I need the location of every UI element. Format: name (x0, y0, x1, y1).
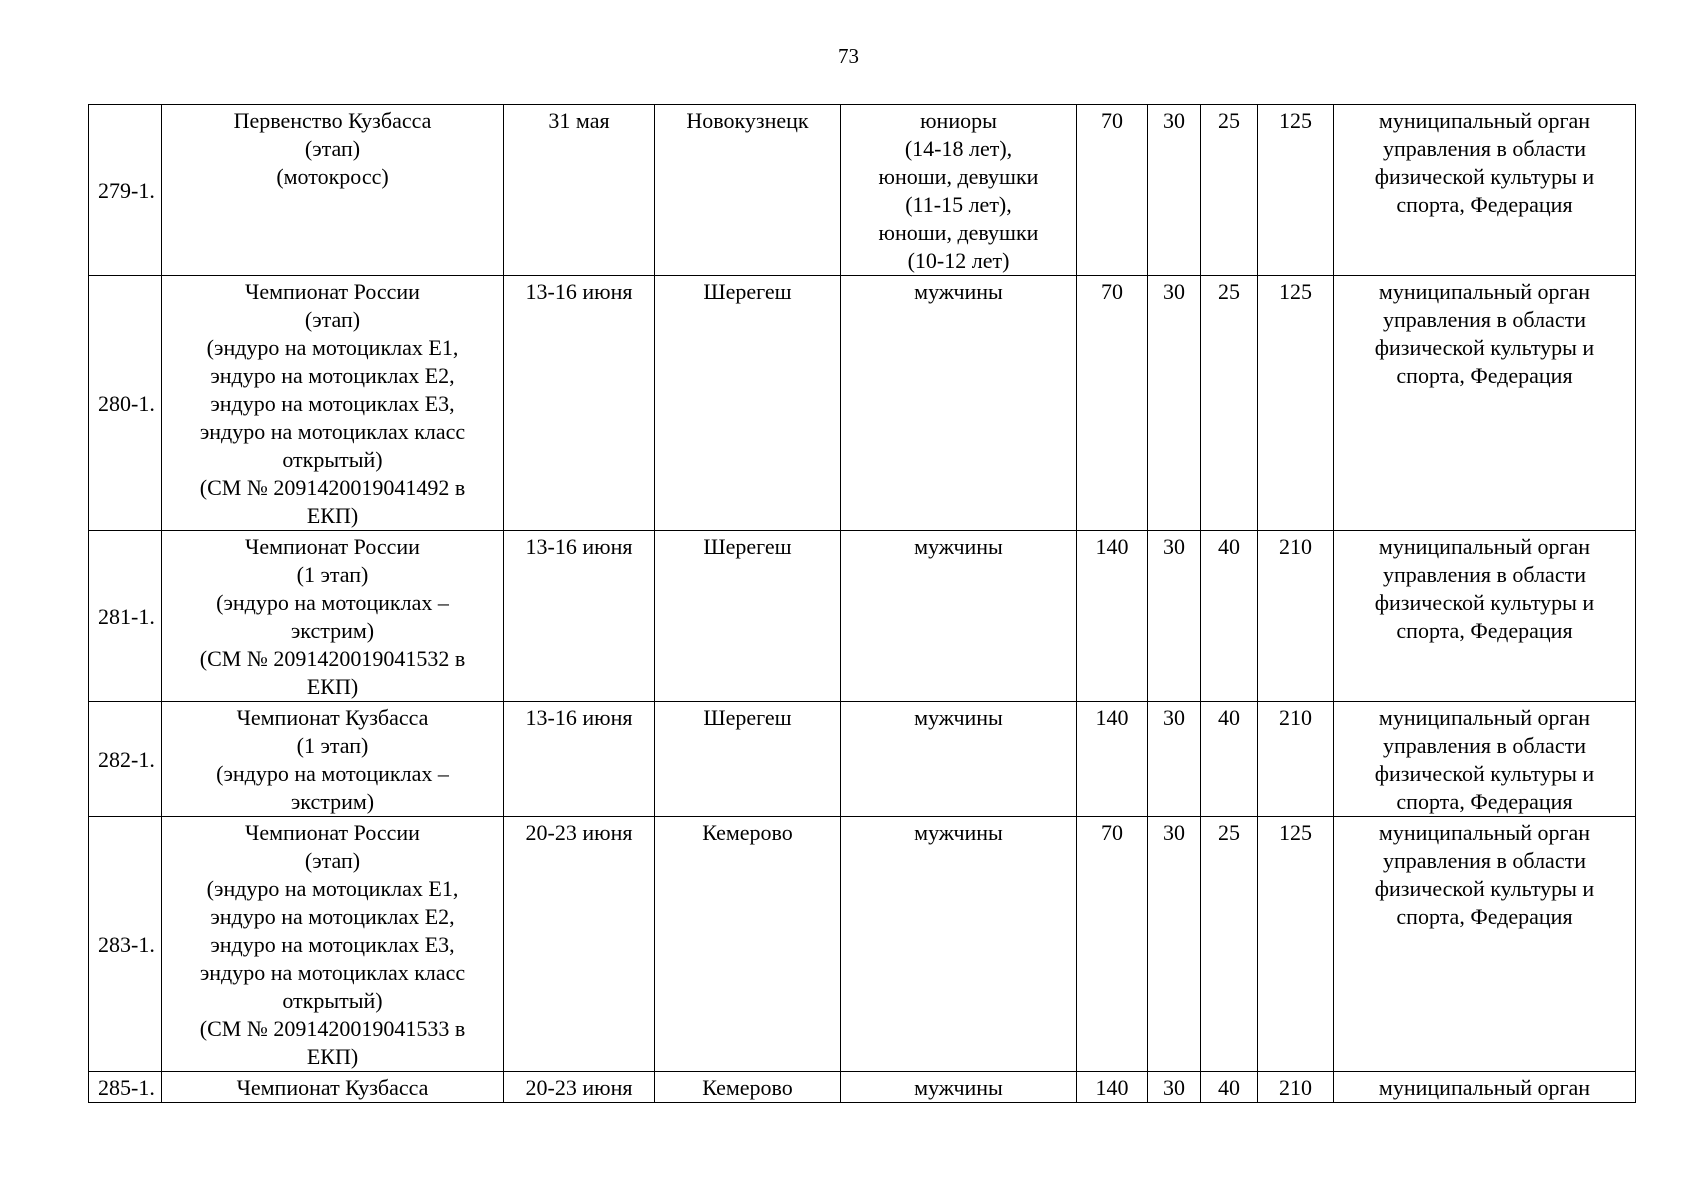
event-line: эндуро на мотоциклах класс (199, 419, 466, 444)
event-line: ЕКП) (306, 1044, 359, 1069)
event-place-cell: Шерегеш (655, 531, 841, 702)
event-date-cell: 13-16 июня (504, 276, 655, 531)
table-body (89, 105, 1636, 1103)
event-line: (эндуро на мотоциклах Е1, (206, 876, 459, 901)
participants-line: юноши, девушки (878, 164, 1039, 189)
count-cell-n3: 25 (1201, 105, 1258, 276)
event-line: (этап) (304, 136, 361, 161)
participants-line: (11-15 лет), (905, 192, 1012, 217)
event-line: Чемпионат Кузбасса (236, 705, 429, 730)
count-cell-n2: 30 (1148, 702, 1201, 817)
event-line: ЕКП) (306, 503, 359, 528)
event-line: открытый) (282, 447, 383, 472)
organizer-line: муниципальный орган (1378, 279, 1591, 304)
event-line: Чемпионат Кузбасса (236, 1075, 429, 1100)
organizer-cell (1334, 105, 1636, 276)
event-name-cell (162, 276, 504, 531)
event-line: (СМ № 2091420019041532 в (199, 646, 466, 671)
count-cell-n3: 25 (1201, 817, 1258, 1072)
event-name-cell (162, 531, 504, 702)
event-name-cell (162, 1072, 504, 1103)
organizer-line: спорта, Федерация (1396, 789, 1573, 814)
event-line: (этап) (304, 307, 361, 332)
count-cell-n1: 140 (1077, 702, 1148, 817)
participants-line: юноши, девушки (878, 220, 1039, 245)
event-line: (1 этап) (296, 733, 369, 758)
count-cell-n4: 125 (1258, 276, 1334, 531)
event-name-cell (162, 105, 504, 276)
organizer-cell (1334, 702, 1636, 817)
organizer-line: муниципальный орган (1378, 534, 1591, 559)
event-line: эндуро на мотоциклах класс (199, 960, 466, 985)
organizer-line: муниципальный орган (1378, 1075, 1591, 1100)
event-line: эндуро на мотоциклах Е3, (210, 932, 455, 957)
event-line: (эндуро на мотоциклах – (216, 590, 449, 615)
count-cell-n1: 140 (1077, 531, 1148, 702)
participants-cell (841, 1072, 1077, 1103)
event-line: ЕКП) (306, 674, 359, 699)
count-cell-n4: 125 (1258, 105, 1334, 276)
event-line: (СМ № 2091420019041533 в (199, 1016, 466, 1041)
event-line: (1 этап) (296, 562, 369, 587)
participants-line: мужчины (914, 534, 1003, 559)
count-cell-n2: 30 (1148, 817, 1201, 1072)
count-cell-n2: 30 (1148, 105, 1201, 276)
participants-line: (14-18 лет), (904, 136, 1013, 161)
event-line: эндуро на мотоциклах Е2, (210, 363, 455, 388)
organizer-line: муниципальный орган (1378, 705, 1591, 730)
organizer-cell (1334, 531, 1636, 702)
event-line: (этап) (304, 848, 361, 873)
count-cell-n1: 70 (1077, 105, 1148, 276)
participants-cell (841, 702, 1077, 817)
event-line: экстрим) (290, 789, 375, 814)
table-row (89, 702, 1636, 817)
event-date-cell: 20-23 июня (504, 817, 655, 1072)
count-cell-n2: 30 (1148, 531, 1201, 702)
event-line: Чемпионат России (245, 534, 420, 559)
event-line: Первенство Кузбасса (233, 108, 432, 133)
event-date-cell: 31 мая (504, 105, 655, 276)
row-number-cell: 282-1. (89, 702, 162, 817)
organizer-line: управления в области (1383, 733, 1586, 758)
organizer-cell (1334, 1072, 1636, 1103)
event-line: эндуро на мотоциклах Е2, (210, 904, 455, 929)
participants-cell (841, 276, 1077, 531)
count-cell-n1: 140 (1077, 1072, 1148, 1103)
participants-cell (841, 817, 1077, 1072)
count-cell-n3: 25 (1201, 276, 1258, 531)
organizer-cell (1334, 817, 1636, 1072)
event-line: открытый) (282, 988, 383, 1013)
event-name-cell (162, 702, 504, 817)
organizer-line: физической культуры и (1374, 335, 1595, 360)
row-number-cell: 285-1. (89, 1072, 162, 1103)
organizer-line: спорта, Федерация (1396, 904, 1573, 929)
table-row (89, 1072, 1636, 1103)
count-cell-n3: 40 (1201, 531, 1258, 702)
participants-line: (10-12 лет) (907, 248, 1010, 273)
organizer-line: физической культуры и (1374, 876, 1595, 901)
count-cell-n2: 30 (1148, 1072, 1201, 1103)
row-number-cell: 283-1. (89, 817, 162, 1072)
participants-line: юниоры (920, 108, 997, 133)
table-row (89, 531, 1636, 702)
organizer-line: спорта, Федерация (1396, 192, 1573, 217)
event-date-cell: 13-16 июня (504, 531, 655, 702)
participants-line: мужчины (914, 279, 1003, 304)
organizer-line: спорта, Федерация (1396, 363, 1573, 388)
count-cell-n1: 70 (1077, 817, 1148, 1072)
event-place-cell: Шерегеш (655, 702, 841, 817)
participants-cell (841, 531, 1077, 702)
event-line: экстрим) (290, 618, 375, 643)
count-cell-n4: 210 (1258, 1072, 1334, 1103)
organizer-line: управления в области (1383, 307, 1586, 332)
organizer-line: физической культуры и (1374, 590, 1595, 615)
event-place-cell: Кемерово (655, 1072, 841, 1103)
page-number: 73 (838, 44, 859, 68)
table-row (89, 276, 1636, 531)
event-line: (эндуро на мотоциклах Е1, (206, 335, 459, 360)
event-name-cell (162, 817, 504, 1072)
count-cell-n3: 40 (1201, 1072, 1258, 1103)
count-cell-n4: 125 (1258, 817, 1334, 1072)
participants-line: мужчины (914, 705, 1003, 730)
organizer-line: управления в области (1383, 562, 1586, 587)
event-place-cell: Кемерово (655, 817, 841, 1072)
row-number-cell: 279-1. (89, 105, 162, 276)
organizer-line: спорта, Федерация (1396, 618, 1573, 643)
events-table (88, 104, 1636, 1103)
organizer-cell (1334, 276, 1636, 531)
event-line: (СМ № 2091420019041492 в (199, 475, 466, 500)
event-date-cell: 20-23 июня (504, 1072, 655, 1103)
table-row (89, 105, 1636, 276)
organizer-line: управления в области (1383, 848, 1586, 873)
count-cell-n3: 40 (1201, 702, 1258, 817)
event-date-cell: 13-16 июня (504, 702, 655, 817)
participants-cell (841, 105, 1077, 276)
row-number-cell: 280-1. (89, 276, 162, 531)
event-line: (мотокросс) (276, 164, 389, 189)
organizer-line: управления в области (1383, 136, 1586, 161)
event-place-cell: Новокузнецк (655, 105, 841, 276)
participants-line: мужчины (914, 820, 1003, 845)
event-line: Чемпионат России (245, 279, 420, 304)
count-cell-n1: 70 (1077, 276, 1148, 531)
event-line: (эндуро на мотоциклах – (216, 761, 449, 786)
event-line: Чемпионат России (245, 820, 420, 845)
row-number-cell: 281-1. (89, 531, 162, 702)
event-line: эндуро на мотоциклах Е3, (210, 391, 455, 416)
organizer-line: муниципальный орган (1378, 108, 1591, 133)
table-row (89, 817, 1636, 1072)
organizer-line: муниципальный орган (1378, 820, 1591, 845)
count-cell-n4: 210 (1258, 531, 1334, 702)
event-place-cell: Шерегеш (655, 276, 841, 531)
count-cell-n2: 30 (1148, 276, 1201, 531)
count-cell-n4: 210 (1258, 702, 1334, 817)
participants-line: мужчины (914, 1075, 1003, 1100)
organizer-line: физической культуры и (1374, 761, 1595, 786)
organizer-line: физической культуры и (1374, 164, 1595, 189)
